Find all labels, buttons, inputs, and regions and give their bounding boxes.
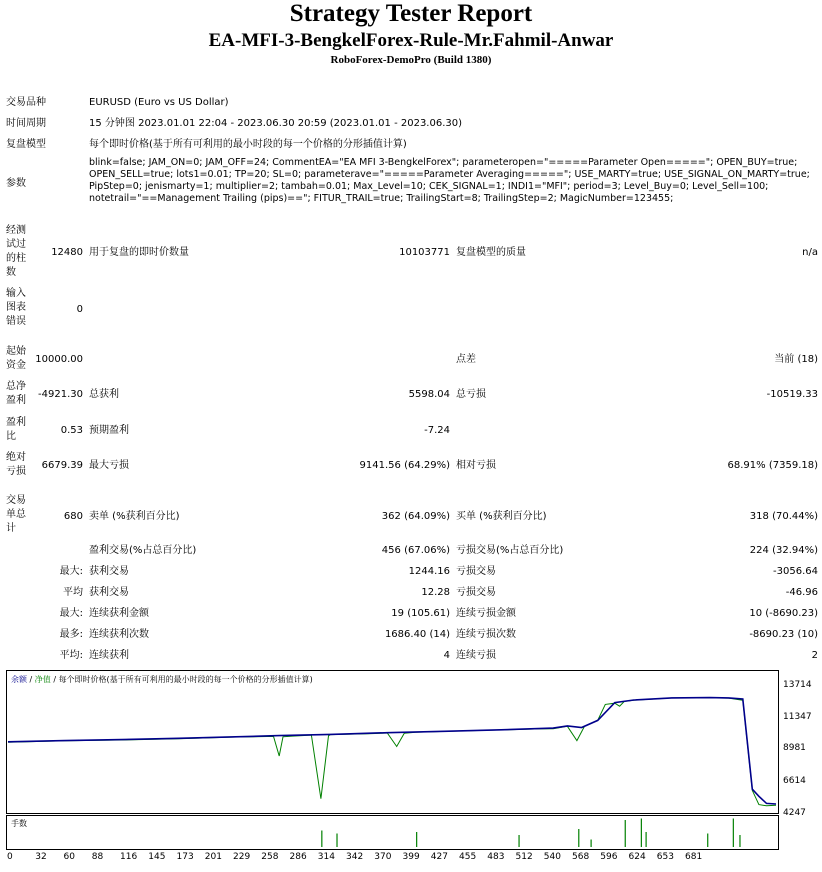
x-tick: 32 [35,852,47,862]
absolute-drawdown-value: 6679.39 [41,460,83,471]
model-value: 每个即时价格(基于所有可利用的最小时段的每一个价格的分形插值计算) [89,139,407,150]
ticks-label: 用于复盘的即时价数量 [89,247,189,258]
quality-label: 复盘模型的质量 [456,247,526,258]
ticks-value: 10103771 [399,247,450,258]
largest-loss-label: 亏损交易 [456,566,496,577]
balance-line [8,698,776,804]
y-tick: 13714 [783,680,812,690]
errors-value: 0 [76,304,83,315]
max-consec-win-label: 连续获利金额 [89,608,149,619]
maximum-label: 最大: [59,608,83,619]
long-positions-label: 买单 (%获利百分比) [456,511,547,522]
x-tick: 314 [317,852,335,862]
period-value: 15 分钟图 2023.01.01 22:04 - 2023.06.30 20:59 (2023.01.01 - 2023.06.30) [89,118,463,129]
short-positions-label: 卖单 (%获利百分比) [89,511,180,522]
largest-loss-value: -3056.64 [773,566,818,577]
x-tick: 399 [402,852,420,862]
profit-factor-value: 0.53 [60,425,83,436]
max-consec-loss-value: 10 (-8690.23) [749,608,818,619]
legend-separator-2: / [50,675,59,684]
average-label: 平均 [63,587,83,598]
x-tick: 512 [515,852,533,862]
deposit-label: 起始资金 [6,346,26,371]
average-consec-label: 平均: [59,650,83,661]
x-tick: 483 [487,852,505,862]
x-tick: 681 [685,852,703,862]
errors-label: 输入图表错误 [6,288,26,327]
x-tick: 455 [459,852,477,862]
gross-loss-label: 总亏损 [456,389,486,400]
symbol-value: EURUSD (Euro vs US Dollar) [89,97,229,108]
legend-model: 每个即时价格(基于所有可利用的最小时段的每一个价格的分形插值计算) [58,675,313,684]
most-consec-loss-label: 连续亏损次数 [456,629,516,640]
report-title: Strategy Tester Report [289,0,533,27]
max-consec-win-value: 19 (105.61) [391,608,450,619]
x-tick: 427 [430,852,448,862]
x-tick: 173 [176,852,194,862]
x-tick: 88 [91,852,104,862]
quality-value: n/a [802,247,818,258]
expected-payoff-label: 预期盈利 [89,425,129,436]
x-tick: 258 [261,852,279,862]
legend-equity: 净值 [34,675,51,684]
avg-consec-win-value: 4 [443,650,450,661]
most-consec-win-value: 1686.40 (14) [384,629,450,640]
x-tick: 229 [233,852,251,862]
legend-balance: 余额 [11,675,27,684]
y-tick: 6614 [783,776,806,786]
long-positions-value: 318 (70.44%) [749,511,818,522]
profit-factor-label: 盈利比 [6,417,26,442]
model-label: 复盘模型 [6,139,46,150]
spread-value: 当前 (18) [774,354,818,365]
max-drawdown-label: 最大亏损 [89,460,129,471]
total-trades-label: 交易单总计 [6,495,26,534]
avg-consec-loss-label: 连续亏损 [456,650,496,661]
avg-loss-value: -46.96 [785,587,818,598]
ea-name: EA-MFI-3-BengkelForex-Rule-Mr.Fahmil-Anwar [208,30,614,51]
x-tick: 60 [63,852,75,862]
x-tick: 540 [543,852,561,862]
symbol-label: 交易品种 [6,97,46,108]
largest-win-value: 1244.16 [408,566,450,577]
loss-trades-value: 224 (32.94%) [749,545,818,556]
x-tick: 624 [628,852,646,862]
largest-win-label: 获利交易 [89,566,129,577]
x-tick: 342 [346,852,364,862]
net-profit-value: -4921.30 [38,389,83,400]
y-tick: 11347 [783,712,812,722]
params-label: 参数 [6,178,26,189]
max-consec-loss-label: 连续亏损金额 [456,608,516,619]
y-tick: 8981 [783,743,806,753]
profit-trades-label: 盈利交易(%占总百分比) [89,545,197,556]
legend-separator-1: / [27,675,35,684]
max-drawdown-value: 9141.56 (64.29%) [359,460,450,471]
x-tick: 145 [148,852,166,862]
gross-profit-label: 总获利 [89,389,119,400]
absolute-drawdown-label: 绝对亏损 [6,452,26,477]
spread-label: 点差 [456,354,476,365]
params-value: blink=false; JAM_ON=0; JAM_OFF=24; CommentEA="EA MFI 3-BengkelForex"; parameteropen="=====Parameter Open====="; OPEN_BUY=true; OPEN_SELL=true; lots1=0.01; TP=20; SL=0; parameterave="=====Parameter Averaging====="; USE_MARTY=true; USE_SIGNAL_ON_MARTY=true; PipStep=0; jenismarty=1; multiplier=2; tambah=0.01; Max_Level=10; CEK_SIGNAL=1; INDI1="MFI"; period=3; Level_Buy=0; Level_Sell=100; notetrail="==Management Trailing (pips)=="; FITUR_TRAIL=true; TrailingStart=8; TrailingStep=2; MagicNumber=123455; [89,157,810,204]
x-tick: 0 [7,852,13,862]
relative-drawdown-value: 68.91% (7359.18) [727,460,818,471]
relative-drawdown-label: 相对亏损 [456,460,496,471]
x-tick: 116 [120,852,138,862]
most-consec-win-label: 连续获利次数 [89,629,149,640]
x-tick: 201 [204,852,222,862]
most-label: 最多: [59,629,83,640]
x-tick: 286 [289,852,307,862]
bars-value: 12480 [51,247,83,258]
avg-loss-label: 亏损交易 [456,587,496,598]
avg-consec-win-label: 连续获利 [89,650,129,661]
expected-payoff-value: -7.24 [424,425,450,436]
x-tick: 370 [374,852,392,862]
gross-loss-value: -10519.33 [766,389,818,400]
avg-win-label: 获利交易 [89,587,129,598]
bars-label: 经测试过的柱数 [6,225,26,278]
total-trades-value: 680 [63,511,83,522]
avg-win-value: 12.28 [421,587,450,598]
deposit-value: 10000.00 [35,354,83,365]
short-positions-value: 362 (64.09%) [381,511,450,522]
largest-label: 最大: [59,566,83,577]
equity-line [8,698,776,806]
gross-profit-value: 5598.04 [408,389,450,400]
profit-trades-value: 456 (67.06%) [381,545,450,556]
broker-build: RoboForex-DemoPro (Build 1380) [330,54,492,66]
net-profit-label: 总净盈利 [6,381,26,406]
x-tick: 596 [600,852,618,862]
x-tick: 568 [572,852,590,862]
y-tick: 4247 [783,808,806,818]
period-label: 时间周期 [6,118,46,129]
x-tick: 653 [656,852,674,862]
most-consec-loss-value: -8690.23 (10) [749,629,818,640]
volume-label: 手数 [11,819,27,828]
avg-consec-loss-value: 2 [811,650,818,661]
loss-trades-label: 亏损交易(%占总百分比) [456,545,564,556]
